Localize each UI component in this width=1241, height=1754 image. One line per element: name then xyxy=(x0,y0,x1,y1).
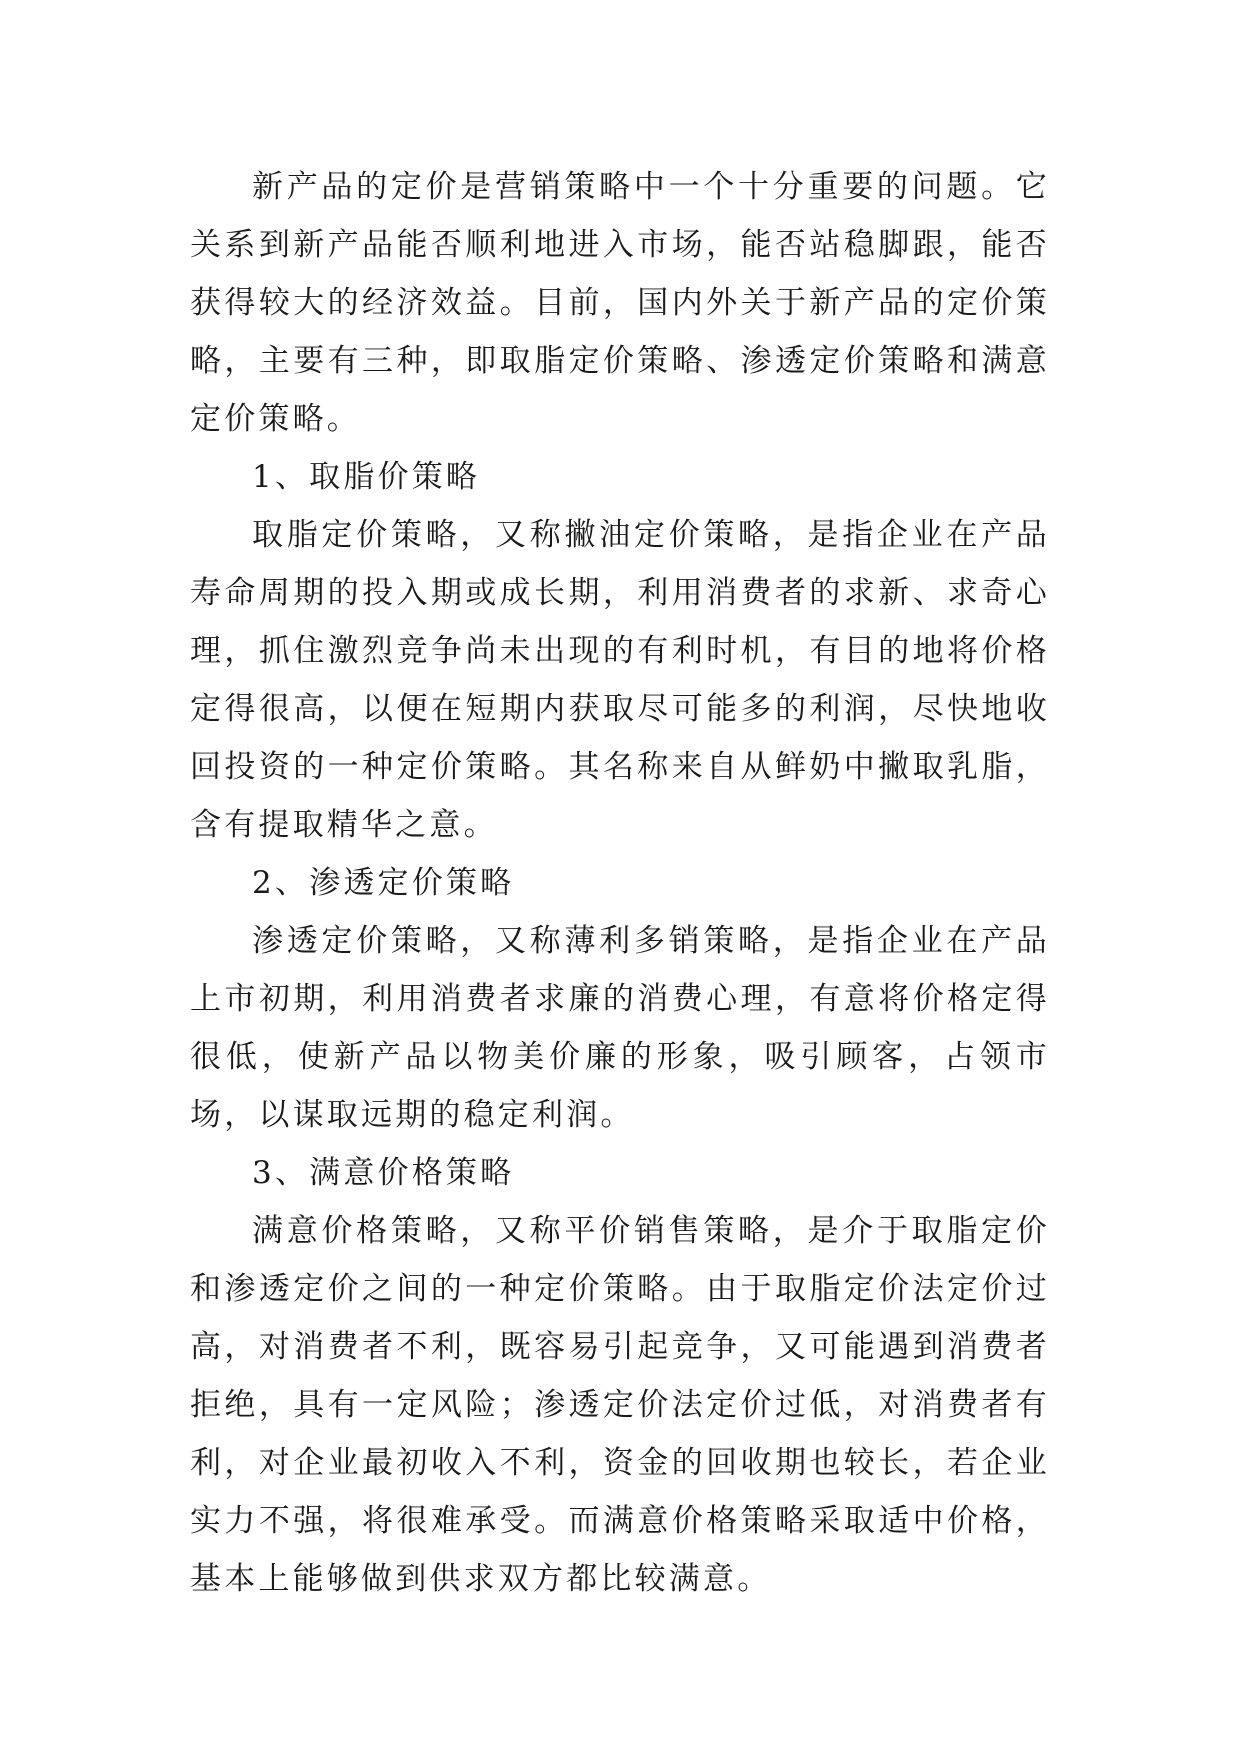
section-heading-skimming: 1、取脂价策略 xyxy=(252,459,481,495)
section-heading-satisfaction: 3、满意价格策略 xyxy=(252,1155,515,1191)
section-heading-penetration: 2、渗透定价策略 xyxy=(252,865,515,901)
intro-paragraph: 新产品的定价是营销策略中一个十分重要的问题。它关系到新产品能否顺利地进入市场，能否站稳脚跟，能否获得较大的经济效益。目前，国内外关于新产品的定价策略，主要有三种，即取脂定价策略、渗透定价策略和满意定价策略。 xyxy=(190,169,1050,437)
penetration-paragraph: 渗透定价策略，又称薄利多销策略，是指企业在产品上市初期，利用消费者求廉的消费心理，有意将价格定得很低，使新产品以物美价廉的形象，吸引顾客，占领市场，以谋取远期的稳定利润。 xyxy=(190,923,1050,1133)
skimming-paragraph: 取脂定价策略，又称撇油定价策略，是指企业在产品寿命周期的投入期或成长期，利用消费者的求新、求奇心理，抓住激烈竞争尚未出现的有利时机，有目的地将价格定得很高，以便在短期内获取尽可能多的利润，尽快地收回投资的一种定价策略。其名称来自从鲜奶中撇取乳脂，含有提取精华之意。 xyxy=(190,517,1050,843)
satisfaction-paragraph: 满意价格策略，又称平价销售策略，是介于取脂定价和渗透定价之间的一种定价策略。由于取脂定价法定价过高，对消费者不利，既容易引起竞争，又可能遇到消费者拒绝，具有一定风险；渗透定价法定价过低，对消费者有利，对企业最初收入不利，资金的回收期也较长，若企业实力不强，将很难承受。而满意价格策略采取适中价格，基本上能够做到供求双方都比较满意。 xyxy=(190,1213,1050,1597)
document-body xyxy=(190,158,1050,1608)
